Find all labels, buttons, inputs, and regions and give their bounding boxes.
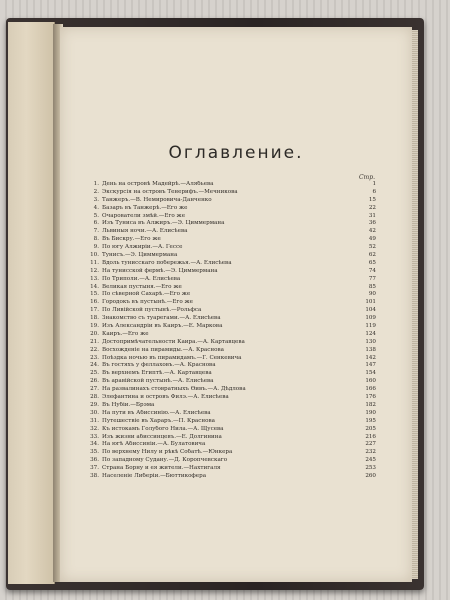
toc-entry-title: Львиныя ночи.—А. Елисѣева	[102, 228, 188, 235]
toc-entry-number: 14.	[90, 283, 99, 290]
toc-entry	[86, 220, 376, 228]
toc-entry-page: 1	[372, 181, 376, 187]
toc-entry	[86, 339, 376, 347]
left-page	[8, 22, 55, 584]
toc-entry-number: 28.	[90, 394, 99, 401]
toc-entry-page: 65	[368, 259, 376, 266]
toc-entry-title: Изъ жизни абиссинцевъ.—Е. Долгинина	[102, 433, 222, 440]
toc-entry-page: 109	[365, 315, 376, 322]
toc-entry-page: 260	[365, 472, 376, 479]
toc-entry-title: Въ аравійской пустынѣ.—А. Елисѣева	[102, 378, 214, 385]
toc-entry	[86, 449, 376, 457]
toc-entry-title: По сѣверной Сахарѣ.—Его же	[102, 291, 191, 298]
toc-entry-number: 6.	[93, 220, 99, 227]
page-column-label: Стр.	[358, 174, 375, 181]
toc-entry-page: 253	[365, 465, 376, 472]
toc-entry-title: Базаръ въ Танжерѣ.—Его же	[102, 204, 188, 211]
toc-entry-title: Страна Борну и ея жители.—Нахтигаля	[102, 465, 221, 472]
toc-entry-number: 27.	[90, 386, 99, 393]
toc-entry-page: 15	[368, 196, 376, 203]
toc-entry-title: Экскурсія на островъ Тенерифъ.—Мечникова	[102, 188, 238, 195]
toc-entry	[86, 244, 376, 252]
toc-entry	[86, 252, 376, 260]
toc-entry-page: 49	[368, 236, 376, 243]
toc-entry	[86, 260, 376, 268]
toc-entry	[86, 276, 376, 284]
toc-entry	[86, 410, 376, 418]
toc-entry-number: 20.	[90, 330, 99, 337]
toc-entry-number: 29.	[90, 401, 99, 408]
toc-entry-page: 138	[365, 346, 376, 353]
toc-entry-number: 13.	[90, 275, 99, 282]
toc-entry-page: 130	[365, 338, 376, 345]
toc-entry	[86, 323, 376, 331]
toc-entry-page: 182	[365, 401, 376, 408]
toc-entry	[86, 370, 376, 378]
toc-entry-page: 124	[365, 330, 376, 337]
toc-entry-number: 3.	[93, 196, 99, 203]
toc-entry-title: Въ верхнемъ Египтѣ.—А. Картавцева	[102, 370, 212, 377]
toc-entry-number: 26.	[90, 378, 99, 385]
toc-entry-page: 22	[368, 204, 376, 211]
toc-entry-title: Элефантина и островъ Филэ.—А. Елисѣева	[102, 394, 229, 401]
toc-entry	[86, 213, 376, 221]
toc-entry	[86, 268, 376, 276]
toc-entry	[86, 457, 376, 465]
toc-entry-number: 22.	[90, 346, 99, 353]
toc-entry-number: 19.	[90, 323, 99, 330]
toc-entry-number: 36.	[90, 457, 99, 464]
toc-entry-page: 36	[368, 220, 376, 227]
toc-entry	[86, 315, 376, 323]
page-edges	[412, 30, 418, 579]
toc-entry-number: 5.	[93, 212, 99, 219]
toc-entry-page: 74	[368, 267, 376, 274]
toc-entry-number: 1.	[93, 181, 99, 187]
toc-entry-number: 25.	[90, 370, 99, 377]
toc-entry-number: 4.	[93, 204, 99, 211]
toc-entry	[86, 205, 376, 213]
toc-entry-title: Въ Бискру.—Его же	[102, 236, 161, 243]
toc-entry-number: 21.	[90, 338, 99, 345]
toc-entry-number: 34.	[90, 441, 99, 448]
toc-entry-title: Въ Нубіи.—Брэма	[102, 401, 155, 408]
toc-entry-page: 42	[368, 228, 376, 235]
toc-entry-title: По Ливійской пустынѣ.—Рольфса	[102, 307, 202, 314]
toc-entry	[86, 441, 376, 449]
toc-entry-number: 2.	[93, 188, 99, 195]
table-of-contents	[86, 181, 376, 481]
toc-entry-page: 190	[365, 409, 376, 416]
toc-entry	[86, 355, 376, 363]
toc-entry	[86, 307, 376, 315]
toc-entry-page: 90	[368, 291, 376, 298]
toc-entry	[86, 465, 376, 473]
toc-entry	[86, 434, 376, 442]
toc-entry-page: 166	[365, 386, 376, 393]
toc-entry-number: 8.	[93, 236, 99, 243]
toc-entry-page: 119	[365, 323, 376, 330]
toc-entry-title: Очарователи змѣй.—Его же	[102, 212, 186, 219]
toc-entry-page: 31	[368, 212, 376, 219]
toc-entry-number: 38.	[90, 472, 99, 479]
toc-entry-number: 24.	[90, 362, 99, 369]
toc-entry-page: 176	[365, 394, 376, 401]
toc-entry-title: Восхожденіе на пирамиды.—А. Краснова	[102, 346, 224, 353]
toc-entry-page: 142	[365, 354, 376, 361]
toc-entry	[86, 386, 376, 394]
toc-entry-page: 216	[365, 433, 376, 440]
toc-entry-page: 52	[368, 244, 376, 251]
toc-entry-page: 147	[365, 362, 376, 369]
toc-entry-number: 37.	[90, 465, 99, 472]
toc-entry-page: 227	[365, 441, 376, 448]
toc-entry-number: 35.	[90, 449, 99, 456]
toc-entry-page: 205	[365, 425, 376, 432]
toc-entry-number: 12.	[90, 267, 99, 274]
toc-entry-title: На развалинахъ стовратныхъ Өивъ.—А. Дѣдлова	[102, 386, 246, 393]
toc-entry-number: 15.	[90, 291, 99, 298]
toc-entry-title: На югѣ Абиссиніи.—А. Булатовича	[102, 441, 206, 448]
toc-entry	[86, 394, 376, 402]
toc-entry-title: Изъ Александріи въ Каиръ.—Е. Маркова	[102, 323, 223, 330]
toc-entry-title: Городокъ въ пустынѣ.—Его же	[102, 299, 193, 306]
toc-entry-page: 160	[365, 378, 376, 385]
toc-entry-title: На пути въ Абиссинію.—А. Елисѣева	[102, 409, 211, 416]
toc-entry-page: 154	[365, 370, 376, 377]
toc-entry-title: Великая пустыня.—Его же	[102, 283, 182, 290]
toc-entry-page: 104	[365, 307, 376, 314]
toc-entry-title: Изъ Туниса въ Алжиръ.—Э. Циммермана	[102, 220, 225, 227]
toc-entry-title: Населеніе Либеріи.—Бюттикофера	[102, 472, 207, 479]
toc-entry	[86, 299, 376, 307]
toc-entry-title: Достопримѣчательности Каира.—А. Картавцева	[102, 338, 245, 345]
toc-entry	[86, 473, 376, 481]
toc-entry-title: По верхнему Нилу и рѣкѣ Собатѣ.—Юнкера	[102, 449, 233, 456]
toc-entry-page: 195	[365, 417, 376, 424]
toc-entry	[86, 189, 376, 197]
toc-entry-page: 232	[365, 449, 376, 456]
toc-entry-page: 6	[372, 188, 376, 195]
toc-entry-number: 18.	[90, 315, 99, 322]
toc-entry-title: День на островѣ Мадейрѣ.—Алябьева	[102, 181, 214, 187]
toc-entry-title: Тунисъ.—Э. Циммермана	[102, 252, 178, 259]
toc-entry-title: Вдоль тунисскаго побережья.—А. Елисѣева	[102, 259, 232, 266]
toc-entry-number: 16.	[90, 299, 99, 306]
toc-entry-number: 10.	[90, 252, 99, 259]
toc-entry-number: 23.	[90, 354, 99, 361]
toc-entry-title: Знакомство съ туарегами.—А. Елисѣева	[102, 315, 221, 322]
toc-entry-title: По западному Судану.—Д. Коропчевскаго	[102, 457, 228, 464]
toc-entry	[86, 236, 376, 244]
toc-entry	[86, 378, 376, 386]
toc-entry-page: 62	[368, 252, 376, 259]
toc-entry-number: 17.	[90, 307, 99, 314]
toc-entry-title: Танжеръ.—В. Немировича-Данченко	[102, 196, 212, 203]
page-heading: Оглавление.	[168, 143, 304, 163]
toc-entry-title: Каиръ.—Его же	[102, 330, 149, 337]
toc-entry-title: Въ гостяхъ у феллаховъ.—А. Краснова	[102, 362, 216, 369]
toc-entry-title: Къ истокамъ Голубого Нила.—А. Щусева	[102, 425, 224, 432]
toc-entry	[86, 362, 376, 370]
toc-entry-title: Путешествіе въ Хараръ.—П. Краснова	[102, 417, 215, 424]
toc-entry	[86, 426, 376, 434]
toc-entry-title: На тунисской фермѣ.—Э. Циммермана	[102, 267, 218, 274]
toc-entry	[86, 291, 376, 299]
toc-entry	[86, 418, 376, 426]
toc-entry-page: 77	[368, 275, 376, 282]
toc-entry-number: 31.	[90, 417, 99, 424]
toc-entry-number: 33.	[90, 433, 99, 440]
toc-entry	[86, 347, 376, 355]
toc-entry-number: 32.	[90, 425, 99, 432]
toc-entry-number: 7.	[93, 228, 99, 235]
toc-entry	[86, 197, 376, 205]
toc-entry-number: 30.	[90, 409, 99, 416]
toc-entry	[86, 181, 376, 189]
toc-entry-page: 85	[368, 283, 376, 290]
toc-entry	[86, 402, 376, 410]
toc-entry-page: 245	[365, 457, 376, 464]
toc-entry-number: 9.	[93, 244, 99, 251]
toc-entry-number: 11.	[90, 259, 99, 266]
toc-entry	[86, 284, 376, 292]
toc-entry	[86, 228, 376, 236]
toc-entry-page: 101	[365, 299, 376, 306]
toc-entry-title: По Триполи.—А. Елисѣева	[102, 275, 181, 282]
toc-entry	[86, 331, 376, 339]
toc-entry-title: По югу Алжиріи.—А. Гессе	[102, 244, 183, 251]
toc-entry-title: Поѣздка ночью въ пирамидамъ.—Г. Сенкевича	[102, 354, 242, 361]
